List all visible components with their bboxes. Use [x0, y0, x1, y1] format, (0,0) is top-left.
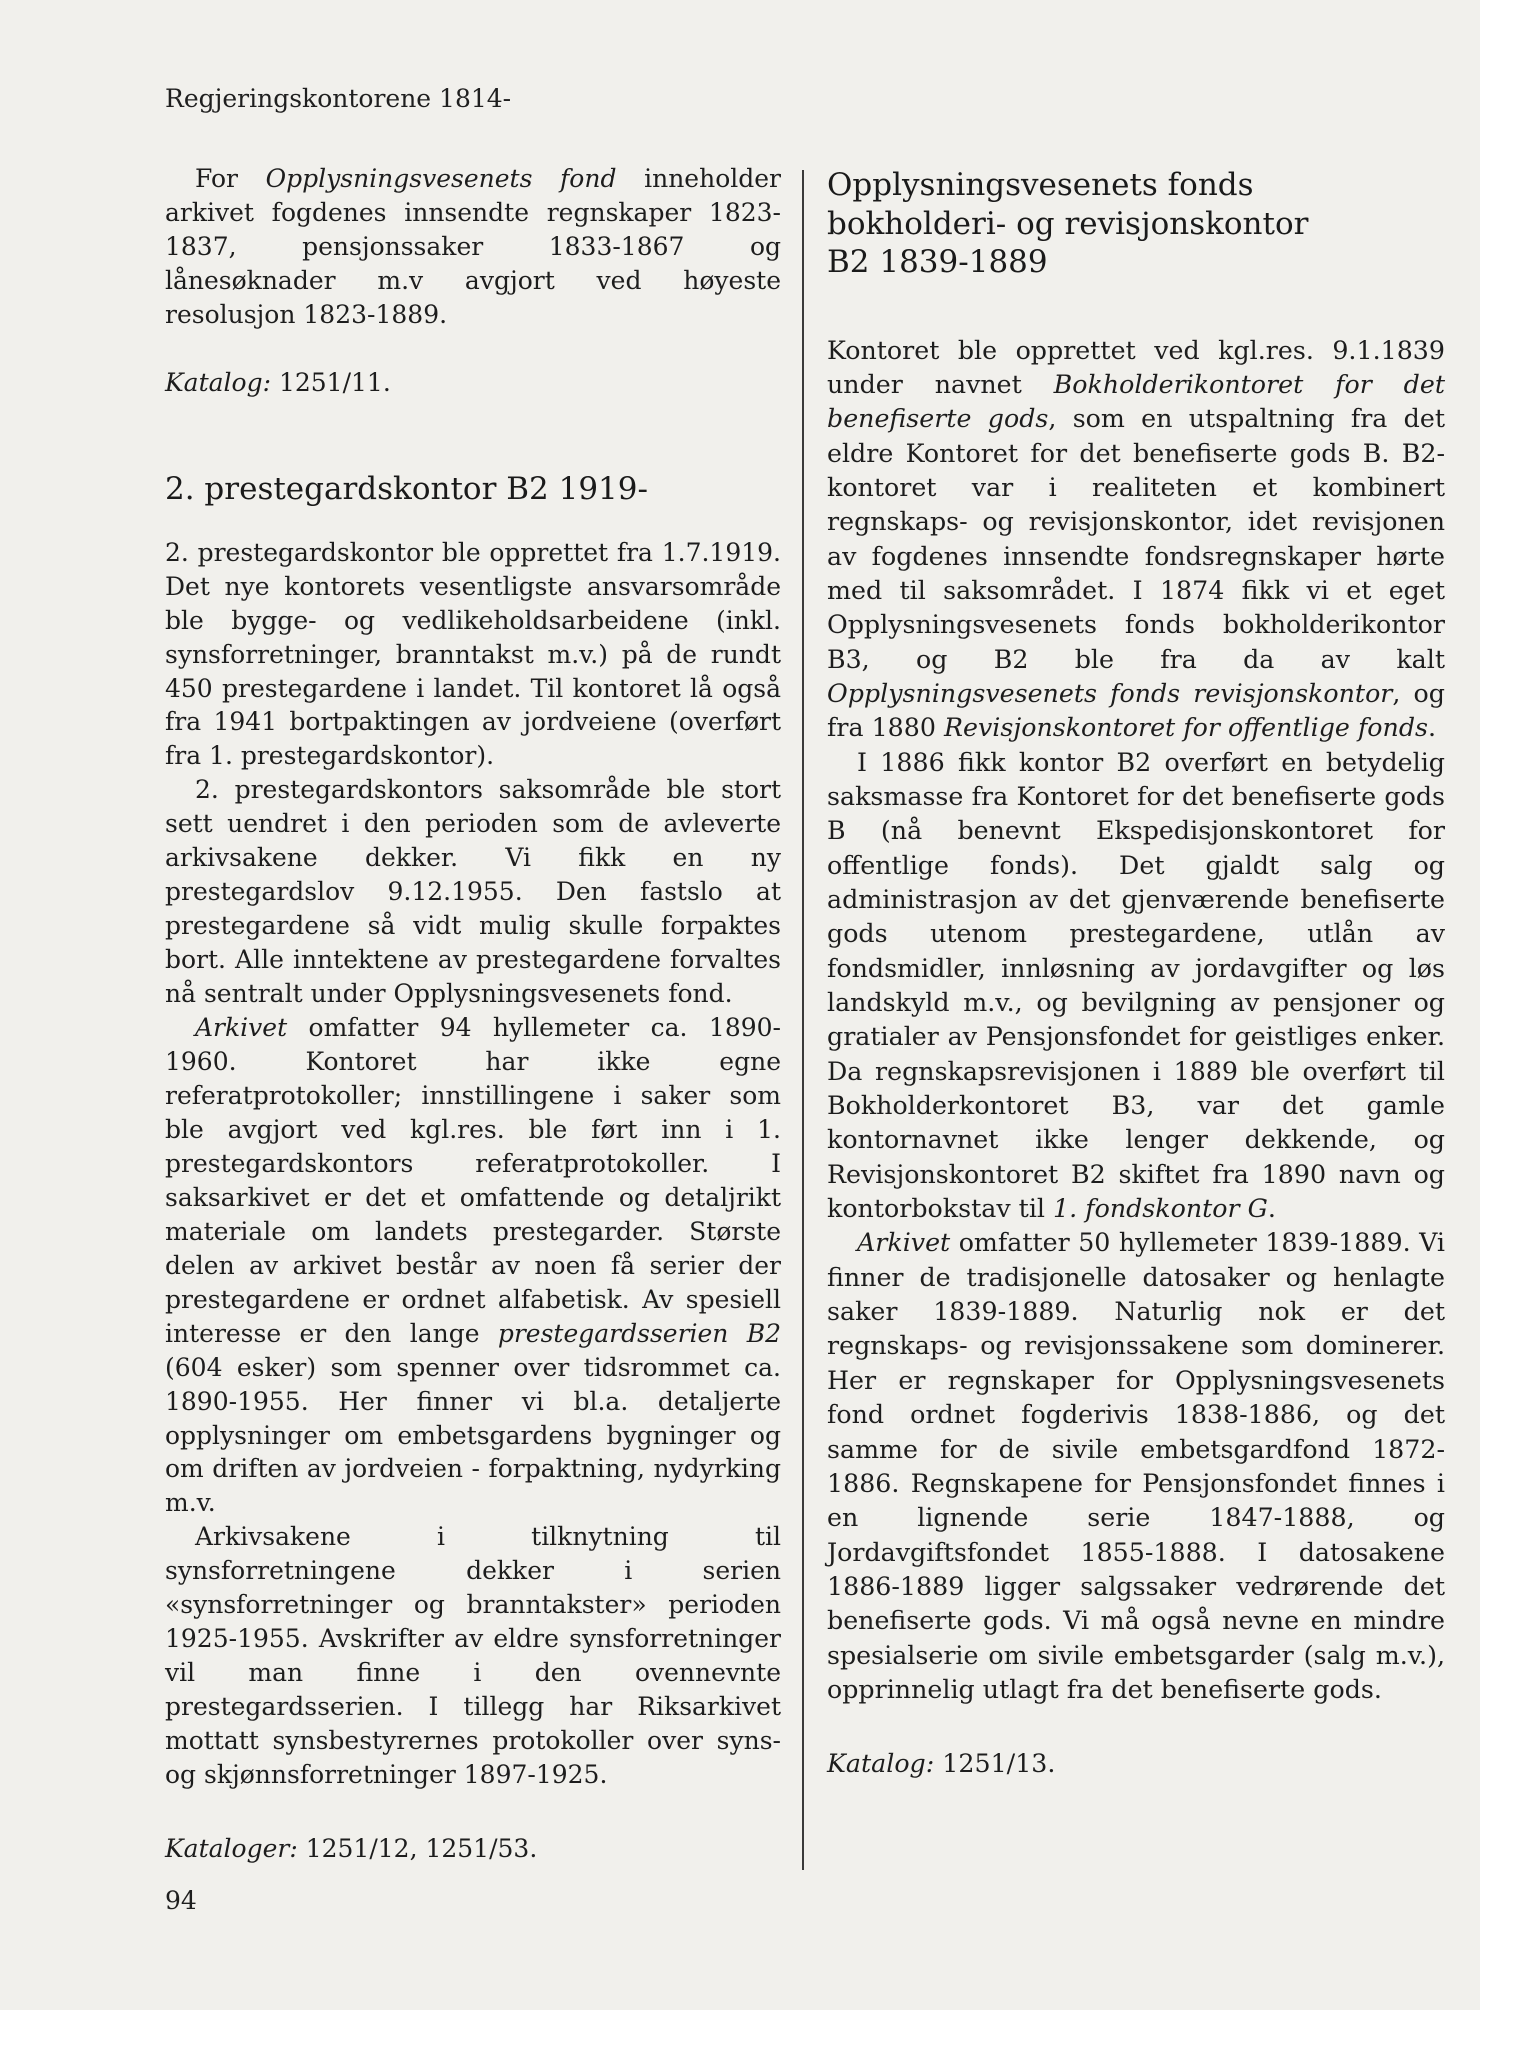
catalog-value: 1251/13. — [934, 1749, 1056, 1779]
emphasis: 1. fondskontor G — [1053, 1194, 1268, 1224]
emphasis: Opplysningsvesenets fond — [265, 164, 617, 193]
paragraph-transfer — [827, 746, 1445, 1227]
text: (604 esker) som spenner over tidsrommet ca. 1890-1955. Her finner vi bl.a. detaljerte opplysninger om embetsgardens bygninger og om driften av jordveien - forpaktning, nydyrking m.v. — [165, 1352, 781, 1518]
catalog-label: Katalog: — [165, 367, 272, 397]
emphasis: Bokholderikontoret for det benefiserte gods — [827, 369, 1445, 434]
right-column — [827, 162, 1445, 1782]
section-heading — [827, 166, 1445, 282]
text: , og fra 1880 — [827, 678, 1445, 743]
catalog-value: 1251/11. — [271, 367, 391, 397]
section-heading: 2. prestegardskontor B2 1919- — [165, 470, 648, 507]
running-head: Regjeringskontorene 1814- — [165, 84, 512, 113]
catalog-reference — [165, 366, 781, 400]
paragraph-scope: 2. prestegardskontors saksområde ble stort sett uendret i den perioden som de avleverte arkivsakene dekker. Vi fikk en ny prestegardslov 9.12.1955. Den fastslo at prestegardene så vidt mulig skulle forpaktes bort. Alle inntektene av prestegardene forvaltes nå sentralt under Opplysningsvesenets fond. — [165, 775, 781, 1009]
catalog-reference — [165, 1832, 781, 1866]
paragraph-intro: 2. prestegardskontor ble opprettet fra 1.7.1919. Det nye kontorets vesentligste ansvarsområde ble bygge- og vedlikeholdsarbeidene (inkl. synsforretninger, branntakst m.v.) på de rundt 450 prestegardene i landet. Til kontoret lå også fra 1941 bortpaktingen av jordveiene (overført fra 1. prestegardskontor). — [165, 537, 781, 771]
heading-line: Opplysningsvesenets fonds — [827, 167, 1254, 203]
left-column — [165, 162, 781, 1866]
text: I 1886 fikk kontor B2 overført en betydelig saksmasse fra Kontoret for det benefiserte gods B (nå benevnt Ekspedisjonskontoret for offentlige fonds). Det gjaldt salg og administrasjon av det gjenværende benefiserte gods utenom prestegardene, utlån av fondsmidler, innløsning av jordavgifter og løs landskyld m.v., og bevilgning av pensjoner og gratialer av Pensjonsfondet for geistliges enker. Da regnskapsrevisjonen i 1889 ble overført til Bokholderkontoret B3, var det gamle kontornavnet ikke lenger dekkende, og Revisjonskontoret B2 skiftet fra 1890 navn og kontorbokstav til — [827, 747, 1445, 1224]
paragraph-archive — [165, 1011, 781, 1520]
text: inneholder arkivet fogdenes innsendte regnskaper 1823-1837, pensjonssaker 1833-1867 og lånesøknader m.v avgjort ved høyeste resolusjon 1823-1889. — [165, 164, 781, 329]
catalog-value: 1251/12, 1251/53. — [297, 1833, 538, 1863]
text: , som en utspaltning fra det eldre Kontoret for det benefiserte gods B. B2-kontoret var i realiteten et kombinert regnskaps- og revisjonskontor, idet revisjonen av fogdenes innsendte fondsregnskaper hørte med til saksområdet. I 1874 fikk vi et eget Opplysningsvesenets fonds bokholderikontor B3, og B2 ble fra da av kalt — [827, 404, 1446, 674]
text: For — [195, 164, 266, 193]
catalog-reference — [827, 1747, 1445, 1781]
text: . — [1428, 713, 1437, 743]
paragraph-archive — [827, 1226, 1445, 1707]
heading-line: bokholderi- og revisjonskontor — [827, 205, 1309, 242]
emphasis: Opplysningsvesenets fonds revisjonskontor — [827, 678, 1393, 708]
catalog-label: Kataloger: — [165, 1833, 298, 1863]
emphasis: prestegardsserien B2 — [497, 1318, 781, 1348]
text: Kontoret ble opprettet ved kgl.res. 9.1.1839 under navnet — [827, 335, 1445, 399]
paragraph-fond — [165, 162, 781, 332]
catalog-label: Katalog: — [827, 1749, 935, 1779]
text: omfatter 50 hyllemeter 1839-1889. Vi finner de tradisjonelle datosaker og henlagte saker 1839-1889. Naturlig nok er det regnskaps- og revisjonssakene som dominerer. Her er regnskaper for Opplysningsvesenets fond ordnet fogderivis 1838-1886, og det samme for de sivile embetsgardfond 1872-1886. Regnskapene for Pensjonsfondet finnes i en lignende serie 1847-1888, og Jordavgiftsfondet 1855-1888. I datosakene 1886-1889 ligger salgssaker vedrørende det benefiserte gods. Vi må også nevne en mindre spesialserie om sivile embetsgarder (salg m.v.), opprinnelig utlagt fra det benefiserte gods. — [827, 1228, 1445, 1704]
text: omfatter 94 hyllemeter ca. 1890-1960. Kontoret har ikke egne referatprotokoller; innstillingene i saker som ble avgjort ved kgl.res. ble ført inn i 1. prestegardskontors referatprotokoller. I saksarkivet er det et omfattende og detaljrikt materiale om landets prestegarder. Største delen av arkivet består av noen få serier der prestegardene er ordnet alfabetisk. Av spesiell interesse er den lange — [165, 1013, 781, 1348]
paragraph-history — [827, 334, 1445, 746]
emphasis: Revisjonskontoret for offentlige fonds — [944, 713, 1429, 743]
emphasis: Arkivet — [195, 1013, 288, 1043]
emphasis: Arkivet — [857, 1228, 951, 1258]
column-divider — [802, 170, 804, 1870]
text: . — [1267, 1194, 1276, 1224]
page-number: 94 — [165, 1886, 197, 1915]
heading-line: B2 1839-1889 — [827, 244, 1048, 280]
paragraph-surveys: Arkivsakene i tilknytning til synsforretningene dekker i serien «synsforretninger og branntakster» perioden 1925-1955. Avskrifter av eldre synsforretninger vil man finne i den ovennevnte prestegardsserien. I tillegg har Riksarkivet mottatt synsbestyrernes protokoller over syns- og skjønnsforretninger 1897-1925. — [165, 1522, 781, 1790]
